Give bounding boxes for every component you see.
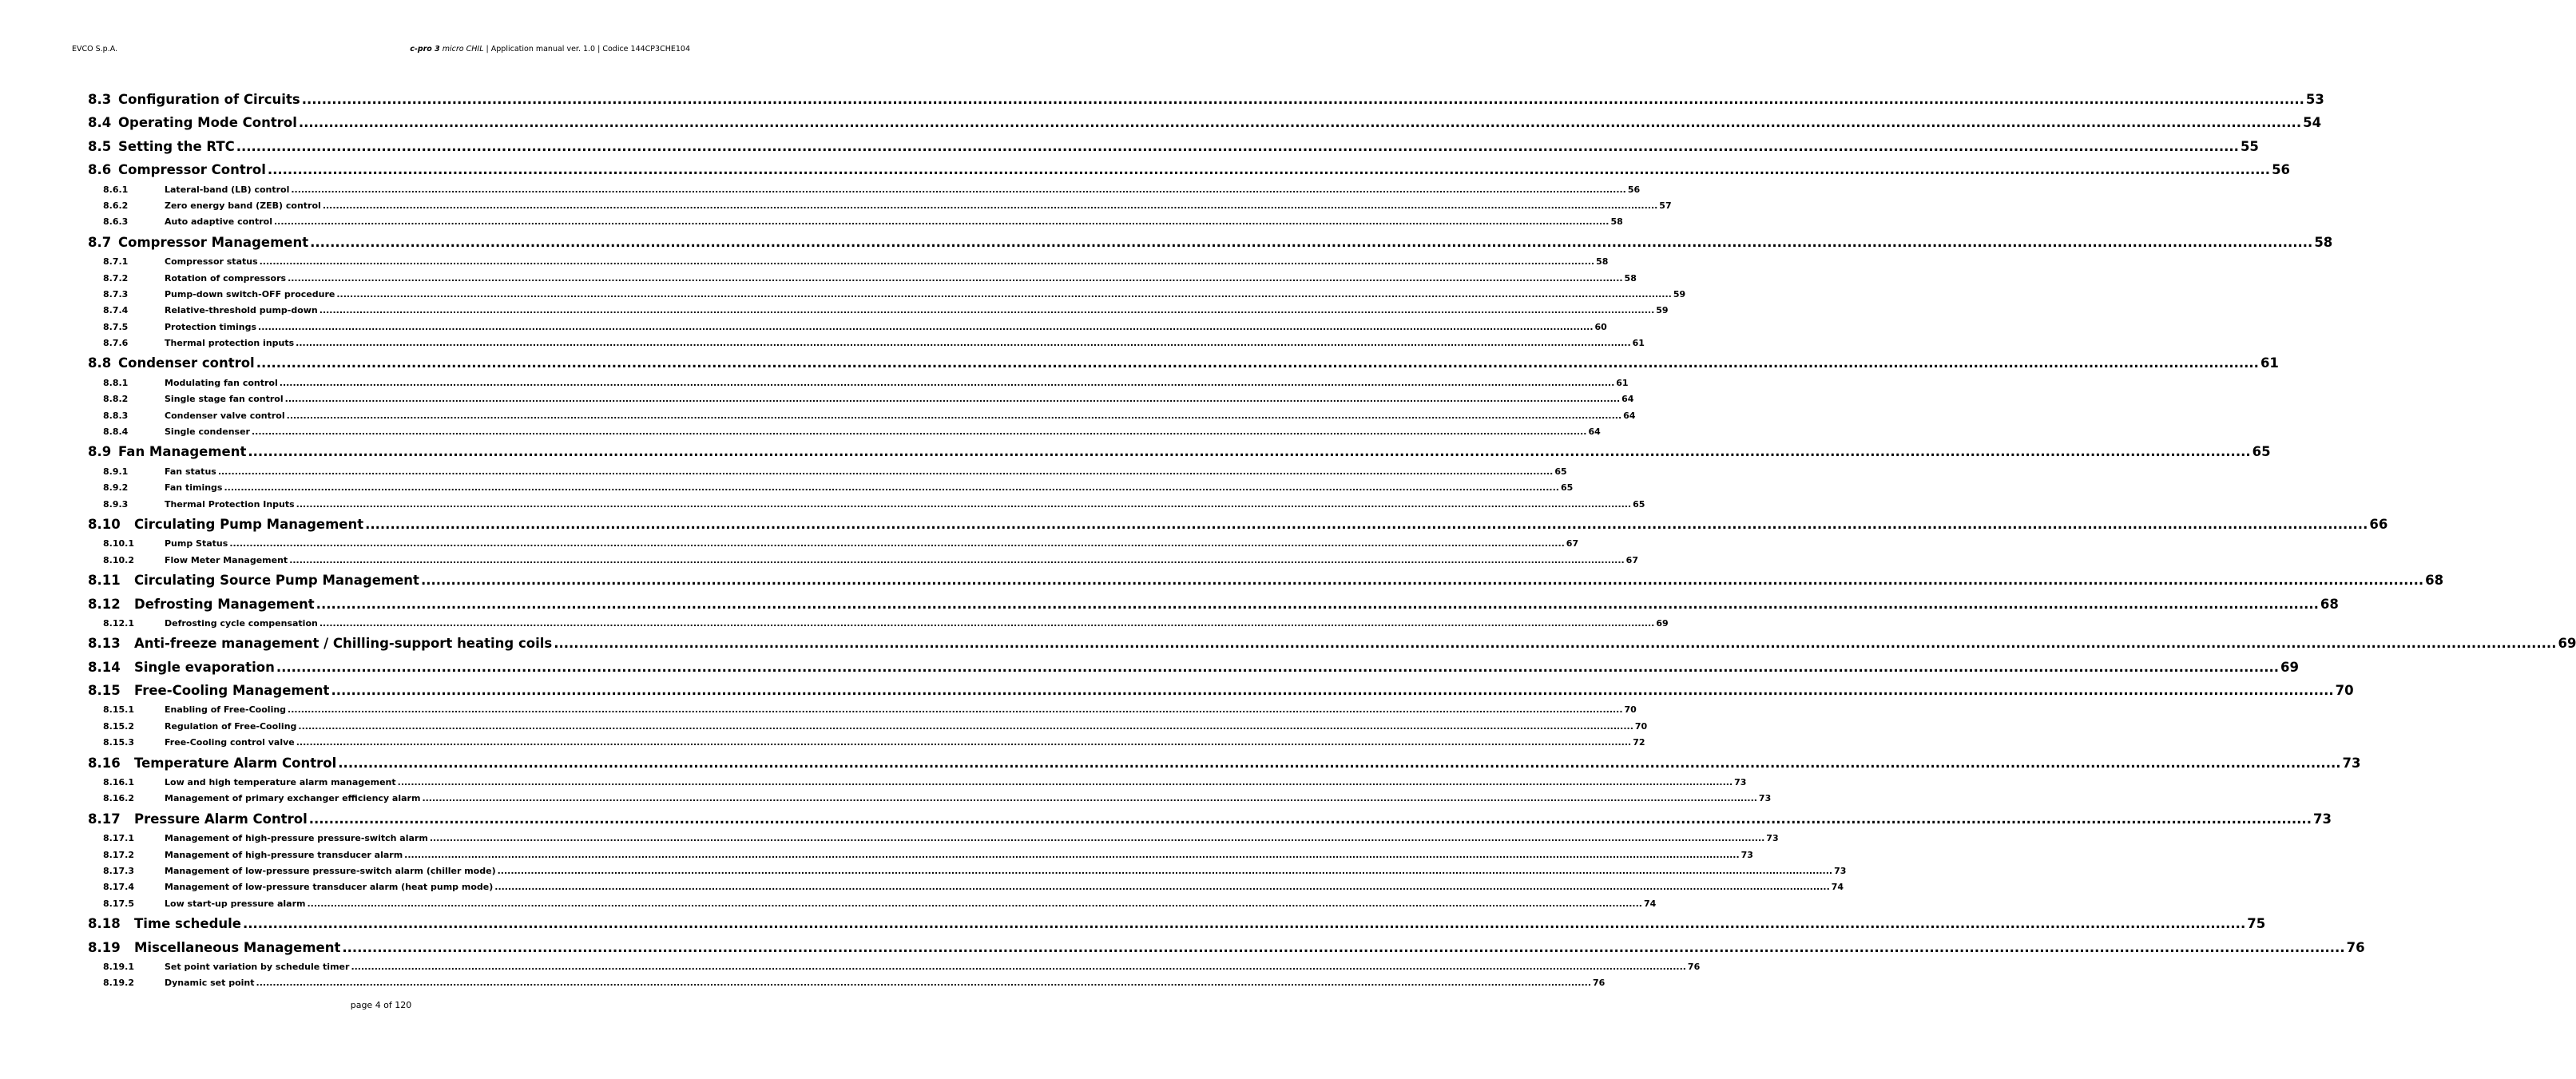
toc-page-number: 55 bbox=[2240, 138, 2259, 154]
toc-leader-dots: ................................................................................................................................................................................................................................................................................................................................................................................................................ bbox=[338, 755, 2341, 771]
toc-number: 8.17.3 bbox=[103, 866, 134, 876]
toc-title: Single condenser bbox=[165, 426, 250, 438]
toc-page-number: 57 bbox=[1659, 200, 1672, 211]
toc-leader-dots: ................................................................................................................................................................................................................................................................................................................................................................................................................ bbox=[276, 659, 2280, 675]
toc-title: Circulating Source Pump Management bbox=[134, 573, 419, 589]
toc-title: Operating Mode Control bbox=[118, 115, 297, 131]
toc-subsection[interactable] bbox=[88, 303, 1669, 319]
toc-leader-dots: ................................................................................................................................................................................................................................................................................................................................................................................................................ bbox=[256, 978, 1592, 989]
toc-section[interactable] bbox=[88, 231, 2333, 254]
toc-leader-dots: ................................................................................................................................................................................................................................................................................................................................................................................................................ bbox=[267, 162, 2271, 178]
toc-leader-dots: ................................................................................................................................................................................................................................................................................................................................................................................................................ bbox=[351, 961, 1686, 972]
toc-title: Low and high temperature alarm management bbox=[165, 777, 396, 788]
toc-number: 8.8.1 bbox=[103, 377, 129, 388]
toc-subsection[interactable] bbox=[88, 198, 1672, 214]
toc-page-number: 70 bbox=[2335, 683, 2354, 699]
toc-number: 8.7 bbox=[88, 234, 112, 250]
toc-leader-dots: ................................................................................................................................................................................................................................................................................................................................................................................................................ bbox=[259, 256, 1595, 268]
toc-leader-dots: ................................................................................................................................................................................................................................................................................................................................................................................................................ bbox=[316, 596, 2319, 612]
toc-title: Low start-up pressure alarm bbox=[165, 898, 306, 909]
toc-leader-dots: ................................................................................................................................................................................................................................................................................................................................................................................................................ bbox=[308, 811, 2312, 827]
toc-leader-dots: ................................................................................................................................................................................................................................................................................................................................................................................................................ bbox=[248, 444, 2251, 460]
toc-leader-dots: ................................................................................................................................................................................................................................................................................................................................................................................................................ bbox=[224, 482, 1559, 494]
toc-number: 8.7.1 bbox=[103, 256, 129, 268]
toc-number: 8.10.2 bbox=[103, 554, 134, 565]
toc-number: 8.8.3 bbox=[103, 410, 129, 421]
toc-section[interactable] bbox=[88, 111, 2322, 134]
toc-number: 8.12.1 bbox=[103, 617, 134, 629]
toc-leader-dots: ................................................................................................................................................................................................................................................................................................................................................................................................................ bbox=[288, 272, 1623, 284]
toc-page-number: 69 bbox=[2558, 636, 2576, 652]
toc-subsection[interactable] bbox=[88, 182, 1641, 198]
toc-subsection[interactable] bbox=[88, 791, 1772, 807]
toc-leader-dots: ................................................................................................................................................................................................................................................................................................................................................................................................................ bbox=[365, 516, 2368, 532]
toc-title: Management of low-pressure transducer alarm (heat pump mode) bbox=[165, 882, 494, 893]
toc-subsection[interactable] bbox=[88, 975, 1606, 991]
toc-subsection[interactable] bbox=[88, 863, 1847, 879]
toc-leader-dots: ................................................................................................................................................................................................................................................................................................................................................................................................................ bbox=[242, 916, 2246, 932]
toc-page-number: 70 bbox=[1634, 720, 1648, 732]
toc-leader-dots: ................................................................................................................................................................................................................................................................................................................................................................................................................ bbox=[251, 426, 1587, 438]
toc-number: 8.13 bbox=[88, 636, 121, 652]
toc-page-number: 73 bbox=[1740, 849, 1753, 860]
toc-number: 8.15 bbox=[88, 683, 121, 699]
toc-page-number: 65 bbox=[1560, 482, 1574, 494]
toc-title: Defrosting Management bbox=[134, 596, 315, 612]
toc-page-number: 76 bbox=[2346, 939, 2365, 955]
toc-leader-dots: ................................................................................................................................................................................................................................................................................................................................................................................................................ bbox=[217, 466, 1554, 477]
toc-page-number: 54 bbox=[2303, 115, 2322, 131]
toc-number: 8.8 bbox=[88, 355, 112, 371]
toc-subsection[interactable] bbox=[88, 536, 1579, 552]
toc-title: Set point variation by schedule timer bbox=[165, 961, 350, 972]
toc-number: 8.17.5 bbox=[103, 898, 134, 909]
toc-page-number: 65 bbox=[1633, 498, 1645, 510]
toc-number: 8.10 bbox=[88, 516, 121, 532]
toc-subsection[interactable] bbox=[88, 831, 1779, 847]
toc-number: 8.6.1 bbox=[103, 184, 129, 195]
toc-section[interactable] bbox=[88, 752, 2361, 775]
toc-title: Free-Cooling control valve bbox=[165, 737, 295, 748]
toc-leader-dots: ................................................................................................................................................................................................................................................................................................................................................................................................................ bbox=[256, 355, 2259, 371]
toc-section[interactable] bbox=[88, 158, 2291, 181]
toc-leader-dots: ................................................................................................................................................................................................................................................................................................................................................................................................................ bbox=[284, 394, 1621, 405]
product-name: c-pro 3 bbox=[410, 45, 440, 54]
toc-subsection[interactable] bbox=[88, 735, 1645, 751]
toc-subsection[interactable] bbox=[88, 703, 1637, 719]
toc-section[interactable] bbox=[88, 513, 2388, 536]
toc-subsection[interactable] bbox=[88, 287, 1686, 303]
toc-subsection[interactable] bbox=[88, 480, 1574, 496]
toc-number: 8.18 bbox=[88, 916, 121, 932]
toc-subsection[interactable] bbox=[88, 553, 1638, 569]
toc-subsection[interactable] bbox=[88, 497, 1645, 513]
toc-leader-dots: ................................................................................................................................................................................................................................................................................................................................................................................................................ bbox=[336, 288, 1672, 300]
toc-page-number: 74 bbox=[1831, 882, 1844, 893]
toc-page-number: 68 bbox=[2320, 596, 2339, 612]
toc-page-number: 73 bbox=[1758, 793, 1772, 804]
toc-title: Temperature Alarm Control bbox=[134, 755, 337, 771]
toc-leader-dots: ................................................................................................................................................................................................................................................................................................................................................................................................................ bbox=[279, 377, 1615, 388]
toc-leader-dots: ................................................................................................................................................................................................................................................................................................................................................................................................................ bbox=[319, 305, 1655, 316]
toc-title: Setting the RTC bbox=[118, 138, 235, 154]
toc-page-number: 65 bbox=[1554, 466, 1567, 477]
toc-title: Enabling of Free-Cooling bbox=[165, 704, 287, 716]
toc-number: 8.3 bbox=[88, 91, 112, 107]
toc-section[interactable] bbox=[88, 593, 2339, 616]
toc-number: 8.17 bbox=[88, 811, 121, 827]
toc-title: Compressor status bbox=[165, 256, 258, 268]
toc-leader-dots: ................................................................................................................................................................................................................................................................................................................................................................................................................ bbox=[289, 554, 1625, 565]
toc-page-number: 67 bbox=[1625, 554, 1638, 565]
toc-leader-dots: ................................................................................................................................................................................................................................................................................................................................................................................................................ bbox=[296, 498, 1632, 510]
toc-number: 8.6 bbox=[88, 162, 112, 178]
toc-leader-dots: ................................................................................................................................................................................................................................................................................................................................................................................................................ bbox=[310, 234, 2313, 250]
toc-title: Condenser valve control bbox=[165, 410, 285, 421]
page-number: page 4 of 120 bbox=[350, 1000, 412, 1010]
toc-subsection[interactable] bbox=[88, 254, 1609, 270]
toc-number: 8.16 bbox=[88, 755, 121, 771]
toc-title: Condenser control bbox=[118, 355, 255, 371]
toc-page-number: 72 bbox=[1633, 737, 1645, 748]
manual-info: | Application manual ver. 1.0 | Codice 144CP3CHE104 bbox=[483, 45, 690, 54]
toc-leader-dots: ................................................................................................................................................................................................................................................................................................................................................................................................................ bbox=[288, 704, 1623, 716]
toc-number: 8.9.3 bbox=[103, 498, 129, 510]
toc-title: Lateral-band (LB) control bbox=[165, 184, 290, 195]
toc-leader-dots: ................................................................................................................................................................................................................................................................................................................................................................................................................ bbox=[497, 866, 1833, 876]
toc-subsection[interactable] bbox=[88, 719, 1648, 735]
toc-leader-dots: ................................................................................................................................................................................................................................................................................................................................................................................................................ bbox=[342, 939, 2345, 955]
company-name: EVCO S.p.A. bbox=[72, 45, 118, 54]
toc-page-number: 68 bbox=[2425, 573, 2444, 589]
toc-page-number: 74 bbox=[1643, 898, 1657, 909]
toc-number: 8.10.1 bbox=[103, 538, 134, 549]
toc-leader-dots: ................................................................................................................................................................................................................................................................................................................................................................................................................ bbox=[322, 200, 1658, 211]
toc-number: 8.11 bbox=[88, 573, 121, 589]
toc-number: 8.6.2 bbox=[103, 200, 129, 211]
toc-page-number: 65 bbox=[2252, 444, 2271, 460]
toc-subsection[interactable] bbox=[88, 775, 1747, 791]
toc-number: 8.6.3 bbox=[103, 216, 129, 228]
toc-page-number: 64 bbox=[1621, 394, 1634, 405]
toc-number: 8.4 bbox=[88, 115, 112, 131]
toc-section[interactable] bbox=[88, 351, 2279, 375]
toc-section[interactable] bbox=[88, 679, 2354, 702]
toc-section[interactable] bbox=[88, 569, 2444, 592]
toc-number: 8.17.1 bbox=[103, 833, 134, 844]
toc-number: 8.16.2 bbox=[103, 793, 134, 804]
toc-title: Single evaporation bbox=[134, 659, 275, 675]
toc-section[interactable] bbox=[88, 440, 2271, 463]
toc-page-number: 69 bbox=[1656, 617, 1669, 629]
toc-leader-dots: ................................................................................................................................................................................................................................................................................................................................................................................................................ bbox=[229, 538, 1565, 549]
toc-title: Fan Management bbox=[118, 444, 247, 460]
toc-leader-dots: ................................................................................................................................................................................................................................................................................................................................................................................................................ bbox=[494, 882, 1830, 893]
toc-leader-dots: ................................................................................................................................................................................................................................................................................................................................................................................................................ bbox=[274, 216, 1610, 228]
toc-number: 8.7.5 bbox=[103, 321, 129, 332]
toc-number: 8.17.2 bbox=[103, 849, 134, 860]
toc-number: 8.15.2 bbox=[103, 720, 134, 732]
toc-number: 8.8.4 bbox=[103, 426, 129, 438]
toc-leader-dots: ................................................................................................................................................................................................................................................................................................................................................................................................................ bbox=[422, 793, 1757, 804]
toc-title: Management of high-pressure pressure-switch alarm bbox=[165, 833, 428, 844]
toc-page-number: 73 bbox=[2312, 811, 2332, 827]
toc-page-number: 70 bbox=[1624, 704, 1637, 716]
toc-subsection[interactable] bbox=[88, 616, 1669, 632]
toc-leader-dots: ................................................................................................................................................................................................................................................................................................................................................................................................................ bbox=[258, 321, 1594, 332]
toc-subsection[interactable] bbox=[88, 408, 1636, 424]
toc-leader-dots: ................................................................................................................................................................................................................................................................................................................................................................................................................ bbox=[420, 573, 2424, 589]
toc-page-number: 73 bbox=[1834, 866, 1847, 876]
toc-number: 8.12 bbox=[88, 596, 121, 612]
toc-number: 8.17.4 bbox=[103, 882, 134, 893]
toc-number: 8.19.1 bbox=[103, 961, 134, 972]
toc-page-number: 76 bbox=[1687, 961, 1701, 972]
toc-title: Pump-down switch-OFF procedure bbox=[165, 288, 335, 300]
toc-subsection[interactable] bbox=[88, 391, 1634, 407]
toc-title: Miscellaneous Management bbox=[134, 939, 341, 955]
toc-number: 8.14 bbox=[88, 659, 121, 675]
toc-page-number: 59 bbox=[1656, 305, 1669, 316]
toc-page-number: 64 bbox=[1588, 426, 1601, 438]
toc-page-number: 59 bbox=[1673, 288, 1686, 300]
toc-subsection[interactable] bbox=[88, 424, 1601, 440]
toc-page-number: 76 bbox=[1593, 978, 1606, 989]
toc-title: Defrosting cycle compensation bbox=[165, 617, 318, 629]
toc-title: Free-Cooling Management bbox=[134, 683, 330, 699]
toc-number: 8.7.2 bbox=[103, 272, 129, 284]
toc-number: 8.15.1 bbox=[103, 704, 134, 716]
toc-page-number: 61 bbox=[1632, 338, 1645, 349]
toc-page-number: 58 bbox=[1610, 216, 1623, 228]
toc-leader-dots: ................................................................................................................................................................................................................................................................................................................................................................................................................ bbox=[404, 849, 1740, 860]
table-of-contents bbox=[88, 88, 2576, 992]
toc-page-number: 58 bbox=[1624, 272, 1637, 284]
toc-subsection[interactable] bbox=[88, 335, 1645, 351]
toc-page-number: 58 bbox=[1596, 256, 1609, 268]
toc-number: 8.5 bbox=[88, 138, 112, 154]
toc-title: Rotation of compressors bbox=[165, 272, 287, 284]
toc-leader-dots: ................................................................................................................................................................................................................................................................................................................................................................................................................ bbox=[286, 410, 1622, 421]
toc-title: Management of primary exchanger efficiency alarm bbox=[165, 793, 421, 804]
toc-leader-dots: ................................................................................................................................................................................................................................................................................................................................................................................................................ bbox=[296, 737, 1632, 748]
toc-title: Fan timings bbox=[165, 482, 223, 494]
toc-page-number: 56 bbox=[2272, 162, 2291, 178]
toc-leader-dots: ................................................................................................................................................................................................................................................................................................................................................................................................................ bbox=[429, 833, 1765, 844]
toc-title: Pressure Alarm Control bbox=[134, 811, 308, 827]
toc-page-number: 67 bbox=[1566, 538, 1579, 549]
toc-title: Modulating fan control bbox=[165, 377, 278, 388]
toc-title: Relative-threshold pump-down bbox=[165, 305, 318, 316]
toc-leader-dots: ................................................................................................................................................................................................................................................................................................................................................................................................................ bbox=[331, 683, 2334, 699]
toc-page-number: 73 bbox=[1734, 777, 1747, 788]
toc-title: Auto adaptive control bbox=[165, 216, 272, 228]
toc-title: Zero energy band (ZEB) control bbox=[165, 200, 321, 211]
toc-number: 8.7.6 bbox=[103, 338, 129, 349]
toc-subsection[interactable] bbox=[88, 847, 1753, 863]
toc-leader-dots: ................................................................................................................................................................................................................................................................................................................................................................................................................ bbox=[301, 91, 2304, 107]
toc-title: Configuration of Circuits bbox=[118, 91, 300, 107]
toc-leader-dots: ................................................................................................................................................................................................................................................................................................................................................................................................................ bbox=[319, 617, 1655, 629]
toc-subsection[interactable] bbox=[88, 271, 1637, 287]
toc-title: Dynamic set point bbox=[165, 978, 255, 989]
toc-page-number: 53 bbox=[2305, 91, 2324, 107]
toc-title: Compressor Management bbox=[118, 234, 309, 250]
toc-number: 8.9.1 bbox=[103, 466, 129, 477]
toc-subsection[interactable] bbox=[88, 375, 1629, 391]
toc-section[interactable] bbox=[88, 912, 2266, 935]
product-variant: micro CHIL bbox=[439, 45, 484, 54]
toc-title: Protection timings bbox=[165, 321, 257, 332]
toc-number: 8.16.1 bbox=[103, 777, 134, 788]
toc-page-number: 73 bbox=[1766, 833, 1779, 844]
toc-page-number: 69 bbox=[2280, 659, 2300, 675]
toc-subsection[interactable] bbox=[88, 896, 1657, 912]
toc-leader-dots: ................................................................................................................................................................................................................................................................................................................................................................................................................ bbox=[298, 115, 2302, 131]
toc-leader-dots: ................................................................................................................................................................................................................................................................................................................................................................................................................ bbox=[307, 898, 1642, 909]
page-header bbox=[72, 45, 690, 54]
toc-title: Compressor Control bbox=[118, 162, 266, 178]
toc-title: Management of low-pressure pressure-switch alarm (chiller mode) bbox=[165, 866, 496, 876]
toc-page-number: 58 bbox=[2314, 234, 2333, 250]
toc-title: Anti-freeze management / Chilling-support heating coils bbox=[134, 636, 553, 652]
toc-title: Circulating Pump Management bbox=[134, 516, 364, 532]
toc-number: 8.19.2 bbox=[103, 978, 134, 989]
toc-number: 8.19 bbox=[88, 939, 121, 955]
toc-number: 8.7.3 bbox=[103, 288, 129, 300]
toc-page-number: 61 bbox=[2260, 355, 2279, 371]
toc-section[interactable] bbox=[88, 807, 2332, 831]
toc-leader-dots: ................................................................................................................................................................................................................................................................................................................................................................................................................ bbox=[291, 184, 1626, 195]
toc-section[interactable] bbox=[88, 135, 2259, 158]
toc-page-number: 60 bbox=[1594, 321, 1607, 332]
toc-leader-dots: ................................................................................................................................................................................................................................................................................................................................................................................................................ bbox=[296, 338, 1631, 349]
toc-number: 8.15.3 bbox=[103, 737, 134, 748]
toc-subsection[interactable] bbox=[88, 959, 1701, 975]
toc-subsection[interactable] bbox=[88, 319, 1607, 335]
toc-section[interactable] bbox=[88, 88, 2324, 111]
toc-subsection[interactable] bbox=[88, 464, 1567, 480]
toc-number: 8.9.2 bbox=[103, 482, 129, 494]
toc-title: Fan status bbox=[165, 466, 216, 477]
document-reference bbox=[410, 45, 690, 54]
toc-section[interactable] bbox=[88, 632, 2576, 655]
toc-title: Time schedule bbox=[134, 916, 241, 932]
toc-leader-dots: ................................................................................................................................................................................................................................................................................................................................................................................................................ bbox=[554, 636, 2557, 652]
toc-page-number: 61 bbox=[1616, 377, 1629, 388]
toc-title: Regulation of Free-Cooling bbox=[165, 720, 297, 732]
toc-section[interactable] bbox=[88, 656, 2300, 679]
toc-title: Pump Status bbox=[165, 538, 228, 549]
toc-title: Flow Meter Management bbox=[165, 554, 288, 565]
page-footer bbox=[0, 1000, 762, 1010]
toc-section[interactable] bbox=[88, 936, 2365, 959]
toc-number: 8.7.4 bbox=[103, 305, 129, 316]
toc-page-number: 64 bbox=[1623, 410, 1636, 421]
toc-leader-dots: ................................................................................................................................................................................................................................................................................................................................................................................................................ bbox=[236, 138, 2239, 154]
toc-title: Management of high-pressure transducer alarm bbox=[165, 849, 403, 860]
toc-number: 8.9 bbox=[88, 444, 112, 460]
toc-title: Thermal protection inputs bbox=[165, 338, 295, 349]
toc-subsection[interactable] bbox=[88, 214, 1623, 230]
toc-subsection[interactable] bbox=[88, 879, 1844, 895]
toc-title: Single stage fan control bbox=[165, 394, 284, 405]
toc-leader-dots: ................................................................................................................................................................................................................................................................................................................................................................................................................ bbox=[298, 720, 1633, 732]
toc-page-number: 56 bbox=[1627, 184, 1641, 195]
toc-page-number: 75 bbox=[2247, 916, 2266, 932]
toc-title: Thermal Protection Inputs bbox=[165, 498, 295, 510]
toc-number: 8.8.2 bbox=[103, 394, 129, 405]
toc-leader-dots: ................................................................................................................................................................................................................................................................................................................................................................................................................ bbox=[397, 777, 1733, 788]
toc-page-number: 73 bbox=[2342, 755, 2361, 771]
toc-page-number: 66 bbox=[2369, 516, 2388, 532]
